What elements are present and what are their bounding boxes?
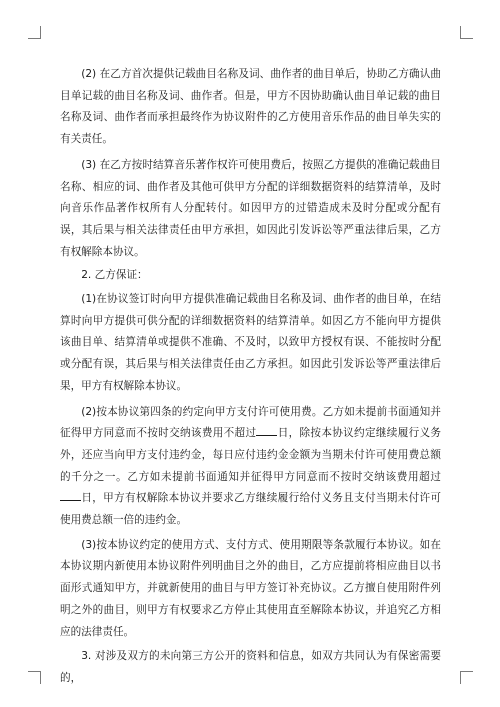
crop-mark-top-right xyxy=(460,26,473,39)
clause-party-b-3: (3)按本协议约定的使用方式、支付方式、使用期限等条款履行本协议。如在本协议期内新使用本协议附件列明曲目之外的曲目，乙方应提前将相应曲目以书面形式通知甲方，并就新使用的曲目与甲方签订补充协议。乙方擅自使用附件列明之外的曲目，则甲方有权要求乙方停止其使用直至解除本协议，并追究乙方相应的法律责任。 xyxy=(60,538,441,638)
clause-party-b-2-part-3: 日，甲方有权解除本协议并要求乙方继续履行给付义务且支付当期未付许可使用费总额一倍的违约金。 xyxy=(60,492,441,527)
document-body xyxy=(60,64,441,690)
section-heading-party-b: 2. 乙方保证： xyxy=(81,269,148,282)
blank-days-field-1 xyxy=(256,424,277,436)
clause-party-a-2: (2) 在乙方首次提供记载曲目名称及词、曲作者的曲目单后，协助乙方确认曲目单记载的曲目名称及词、曲作者。但是，甲方不因协助确认曲目单记载的曲目名称及词、曲作者而承担最终作为协议附件的乙方使用音乐作品的曲目单失实的有关责任。 xyxy=(60,68,441,146)
clause-confidentiality-3: 3. 对涉及双方的未向第三方公开的资料和信息，如双方共同认为有保密需要的， xyxy=(60,650,441,684)
clause-party-b-2-part-2: 日，除按本协议约定继续履行义务外，还应当向甲方支付违约金，每日应付违约金金额为当期未付许可使用费总额的千分之一。乙方如未提前书面通知并征得甲方同意而不按时交纳该费用超过 xyxy=(60,427,442,483)
blank-days-field-2 xyxy=(60,489,81,501)
clause-party-a-3: (3) 在乙方按时结算音乐著作权许可使用费后，按照乙方提供的准确记载曲目名称、相应的词、曲作者及其他可供甲方分配的详细数据资料的结算清单，及时向音乐作品著作权所有人分配转付。如因甲方的过错造成未及时分配或分配有误，其后果与相关法律责任由甲方承担，如因此引发诉讼等严重法律后果，乙方有权解除本协议。 xyxy=(60,158,441,258)
crop-mark-bottom-right xyxy=(460,671,473,684)
crop-mark-top-left xyxy=(28,26,41,39)
clause-party-b-1: (1)在协议签订时向甲方提供准确记载曲目名称及词、曲作者的曲目单，在结算时向甲方提供可供分配的详细数据资料的结算清单。如因乙方不能向甲方提供该曲目单、结算清单或提供不准确、不及时，以致甲方授权有误、不能按时分配或分配有误，其后果与相关法律责任由乙方承担。如因此引发诉讼等严重法律后果，甲方有权解除本协议。 xyxy=(60,293,441,392)
clause-party-b-2-part-1: (2)按本协议第四条的约定向甲方支付许可使用费。乙方如未提前书面通知并征得甲方同意而不按时交纳该费用不超过 xyxy=(60,405,441,440)
clause-party-b-2 xyxy=(60,402,441,532)
crop-mark-bottom-left xyxy=(28,671,41,684)
